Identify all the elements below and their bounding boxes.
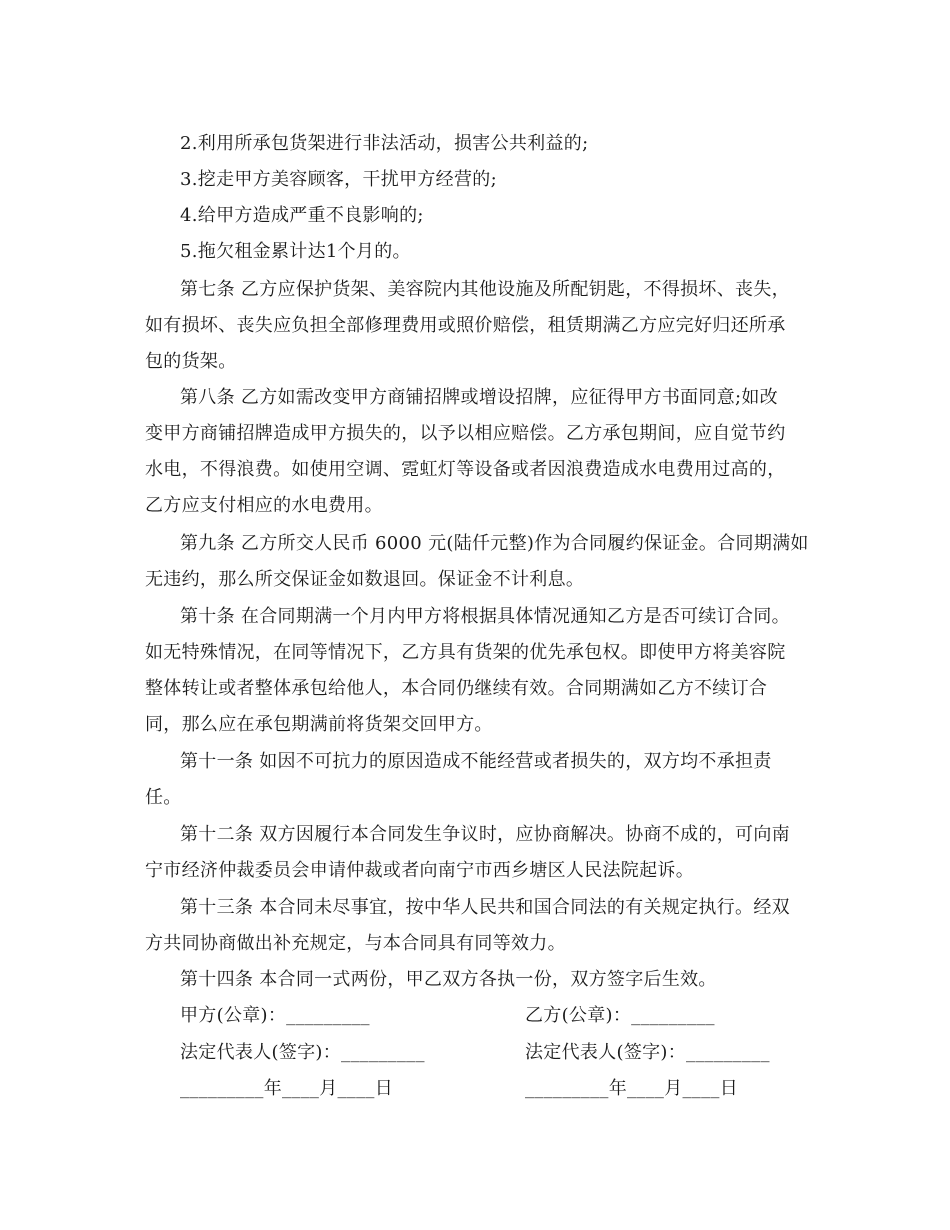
party-b-date: _________年____月____日 [525, 1078, 738, 1099]
article-10-line-4: 同，那么应在承包期满前将货架交回甲方。 [145, 714, 493, 735]
party-a-representative: 法定代表人(签字)：_________ [180, 1042, 425, 1063]
item-2: 2.利用所承包货架进行非法活动，损害公共利益的; [180, 133, 589, 154]
item-5: 5.拖欠租金累计达1个月的。 [180, 241, 411, 262]
item-3: 3.挖走甲方美容顾客，干扰甲方经营的; [180, 169, 497, 190]
party-a-date: _________年____月____日 [180, 1078, 393, 1099]
article-11-line-1: 第十一条 如因不可抗力的原因造成不能经营或者损失的，双方均不承担责 [180, 751, 772, 772]
article-12-line-1: 第十二条 双方因履行本合同发生争议时，应协商解决。协商不成的，可向南 [180, 824, 790, 845]
item-4: 4.给甲方造成严重不良影响的; [180, 205, 424, 226]
article-10-line-3: 整体转让或者整体承包给他人，本合同仍继续有效。合同期满如乙方不续订合 [145, 678, 768, 699]
article-14: 第十四条 本合同一式两份，甲乙双方各执一份，双方签字后生效。 [180, 969, 717, 990]
article-8-line-2: 变甲方商铺招牌造成甲方损失的，以予以相应赔偿。乙方承包期间，应自觉节约 [145, 423, 786, 444]
article-11-line-2: 任。 [145, 787, 182, 808]
article-13-line-1: 第十三条 本合同未尽事宜，按中华人民共和国合同法的有关规定执行。经双 [180, 897, 790, 918]
article-13-line-2: 方共同协商做出补充规定，与本合同具有同等效力。 [145, 933, 566, 954]
article-9-line-1: 第九条 乙方所交人民币 6000 元(陆仟元整)作为合同履约保证金。合同期满如 [180, 533, 809, 554]
article-9-line-2: 无违约，那么所交保证金如数退回。保证金不计利息。 [145, 569, 585, 590]
article-8-line-4: 乙方应支付相应的水电费用。 [145, 495, 383, 516]
party-b-representative: 法定代表人(签字)：_________ [525, 1042, 770, 1063]
article-7-line-3: 包的货架。 [145, 351, 237, 372]
article-8-line-1: 第八条 乙方如需改变甲方商铺招牌或增设招牌，应征得甲方书面同意;如改 [180, 387, 778, 408]
article-10-line-2: 如无特殊情况，在同等情况下，乙方具有货架的优先承包权。即使甲方将美容院 [145, 642, 786, 663]
article-8-line-3: 水电，不得浪费。如使用空调、霓虹灯等设备或者因浪费造成水电费用过高的， [145, 459, 786, 480]
party-a-seal: 甲方(公章)：_________ [180, 1005, 370, 1026]
article-7-line-1: 第七条 乙方应保护货架、美容院内其他设施及所配钥匙，不得损坏、丧失， [180, 279, 790, 300]
party-b-seal: 乙方(公章)：_________ [525, 1005, 715, 1026]
article-12-line-2: 宁市经济仲裁委员会申请仲裁或者向南宁市西乡塘区人民法院起诉。 [145, 860, 694, 881]
article-10-line-1: 第十条 在合同期满一个月内甲方将根据具体情况通知乙方是否可续订合同。 [180, 606, 790, 627]
article-7-line-2: 如有损坏、丧失应负担全部修理费用或照价赔偿，租赁期满乙方应完好归还所承 [145, 315, 786, 336]
